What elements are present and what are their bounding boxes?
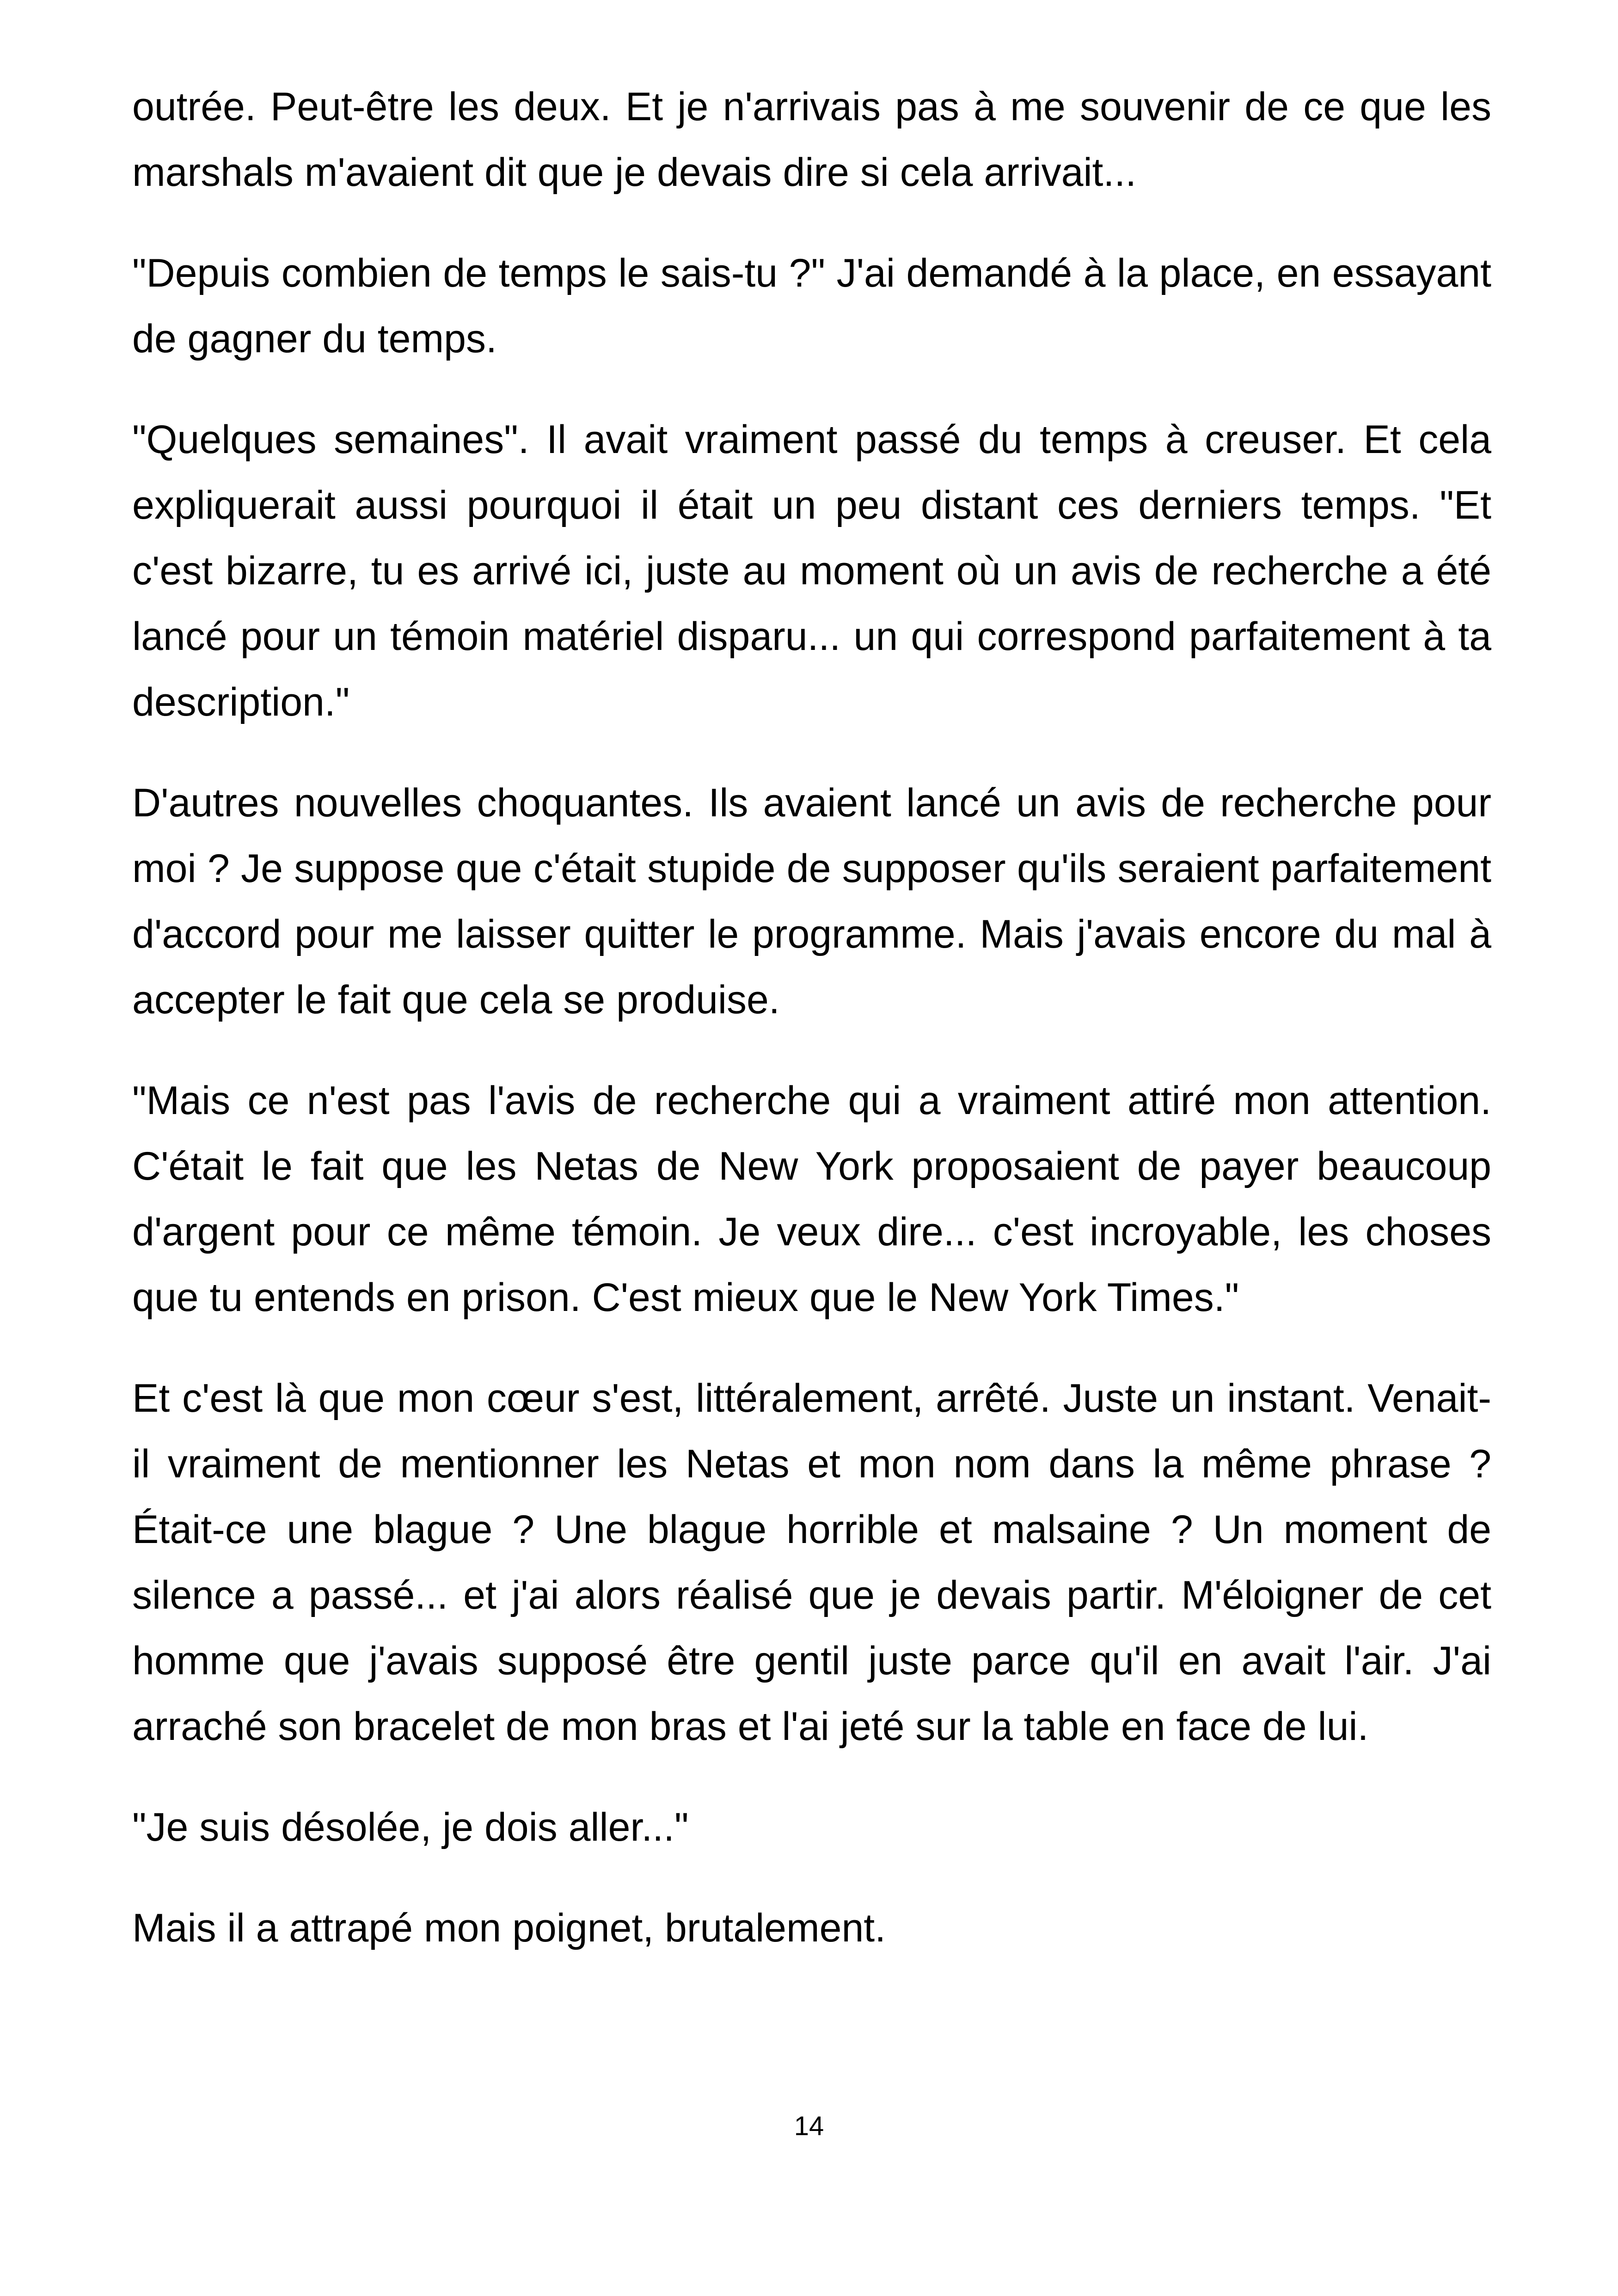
paragraph-3: "Quelques semaines". Il avait vraiment passé du temps à creuser. Et cela expliquerait aussi pourquoi il était un peu distant ces derniers temps. "Et c'est bizarre, tu es arrivé ici, juste au moment où un avis de recherche a été lancé pour un témoin matériel disparu... un qui correspond parfaitement à ta description." <box>132 417 1491 724</box>
paragraph-2: "Depuis combien de temps le sais-tu ?" J'ai demandé à la place, en essayant de gagner du temps. <box>132 251 1491 361</box>
paragraph-6: Et c'est là que mon cœur s'est, littéralement, arrêté. Juste un instant. Venait-il vraiment de mentionner les Netas et mon nom dans la même phrase ? Était-ce une blague ? Une blague horrible et malsaine ? Un moment de silence a passé... et j'ai alors réalisé que je devais partir. M'éloigner de cet homme que j'avais supposé être gentil juste parce qu'il en avait l'air. J'ai arraché son bracelet de mon bras et l'ai jeté sur la table en face de lui. <box>132 1376 1491 1749</box>
paragraph-5: "Mais ce n'est pas l'avis de recherche qui a vraiment attiré mon attention. C'était le fait que les Netas de New York proposaient de payer beaucoup d'argent pour ce même témoin. Je veux dire... c'est incroyable, les choses que tu entends en prison. C'est mieux que le New York Times." <box>132 1078 1491 1320</box>
paragraph-1: outrée. Peut-être les deux. Et je n'arrivais pas à me souvenir de ce que les marshals m'avaient dit que je devais dire si cela arrivait... <box>132 85 1491 195</box>
page-number: 14 <box>794 2111 824 2141</box>
body-text <box>132 74 1491 1996</box>
paragraph-4: D'autres nouvelles choquantes. Ils avaient lancé un avis de recherche pour moi ? Je suppose que c'était stupide de supposer qu'ils seraient parfaitement d'accord pour me laisser quitter le programme. Mais j'avais encore du mal à accepter le fait que cela se produise. <box>132 781 1491 1022</box>
paragraph-8: Mais il a attrapé mon poignet, brutalement. <box>132 1906 886 1950</box>
paragraph-7: "Je suis désolée, je dois aller..." <box>132 1805 689 1849</box>
